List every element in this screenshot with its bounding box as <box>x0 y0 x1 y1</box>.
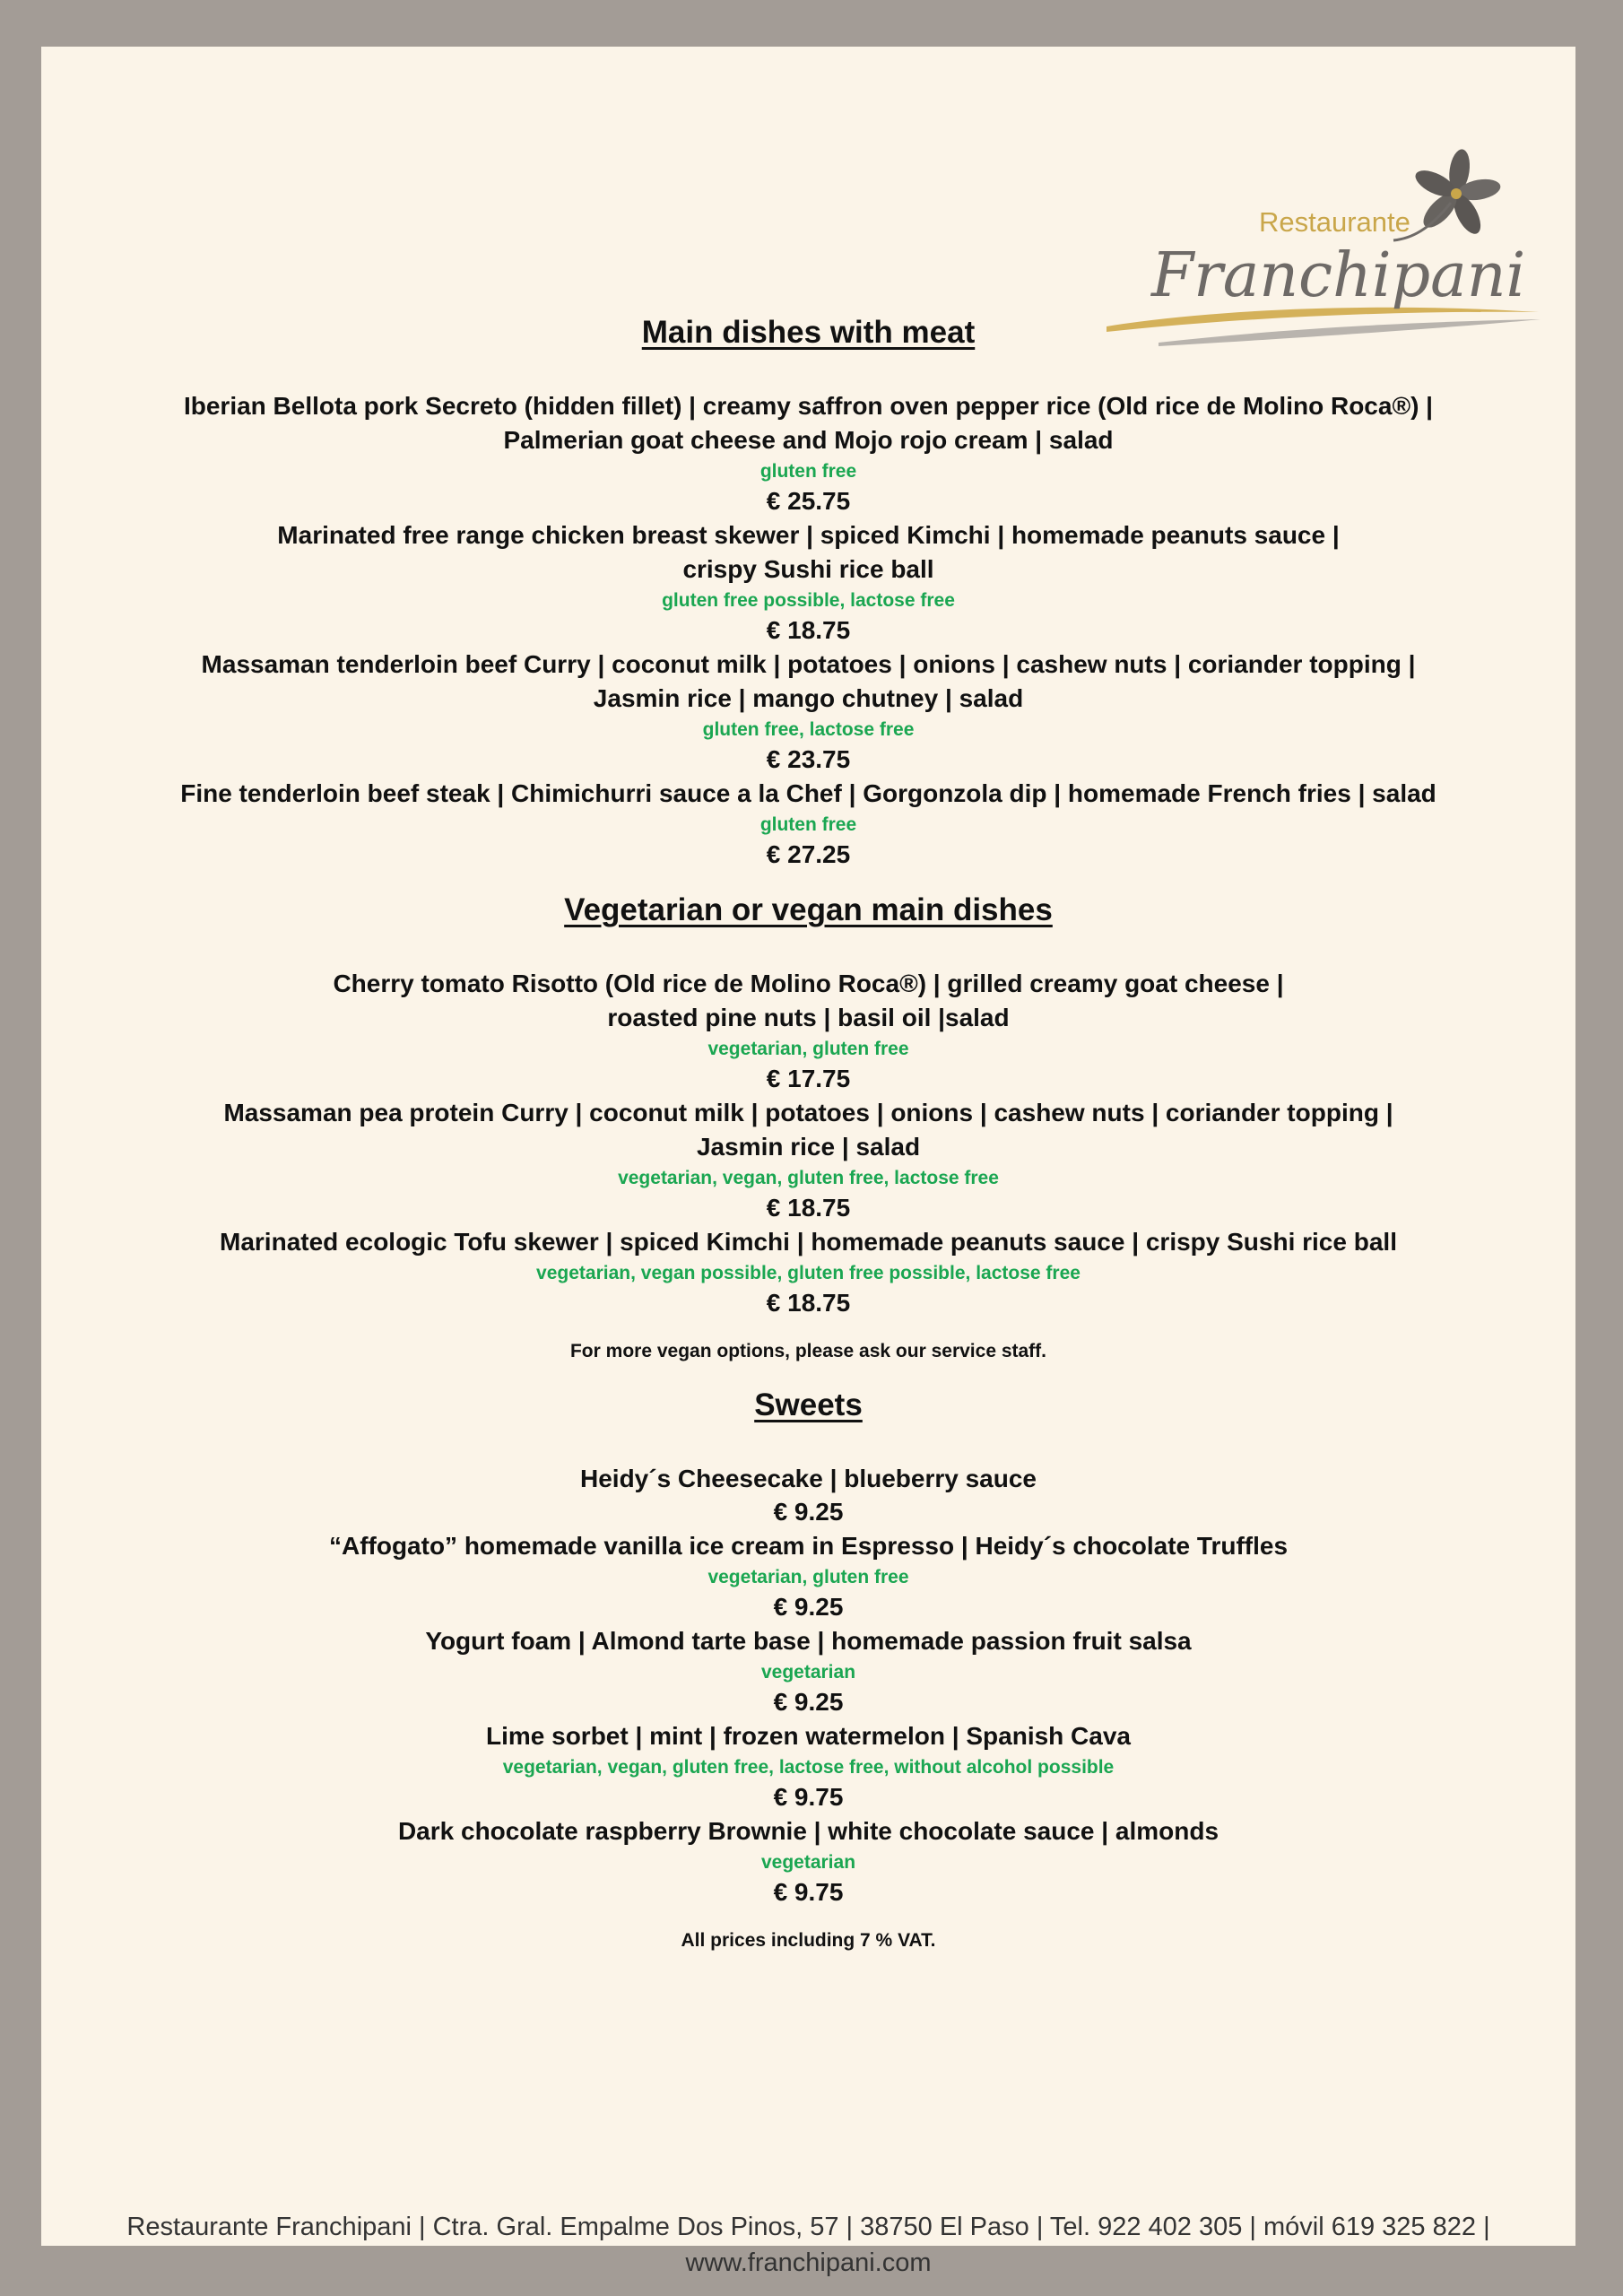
section-title: Vegetarian or vegan main dishes <box>564 892 1053 927</box>
dish-tags: vegetarian, vegan, gluten free, lactose free, without alcohol possible <box>502 1757 1115 1778</box>
menu-item <box>41 1719 1575 1813</box>
menu-item <box>41 1096 1575 1223</box>
dish-price: € 9.75 <box>773 1783 844 1811</box>
dish-tags: vegetarian, gluten free <box>707 1039 909 1059</box>
dish-name: roasted pine nuts | basil oil |salad <box>607 1004 1010 1031</box>
dish-name: Jasmin rice | mango chutney | salad <box>593 684 1024 712</box>
section-title: Main dishes with meat <box>641 315 976 350</box>
dish-name: Massaman tenderloin beef Curry | coconut milk | potatoes | onions | cashew nuts | coriander topping | <box>201 650 1416 678</box>
menu-content <box>41 47 1575 1954</box>
dish-tags: gluten free <box>759 814 857 835</box>
dish-name: Heidy´s Cheesecake | blueberry sauce <box>580 1465 1037 1492</box>
menu-item <box>41 1814 1575 1908</box>
dish-name: Cherry tomato Risotto (Old rice de Molino Roca®) | grilled creamy goat cheese | <box>333 970 1284 997</box>
logo-name-text: Franchipani <box>1151 240 1526 311</box>
section-note: All prices including 7 % VAT. <box>681 1930 936 1951</box>
menu-item <box>41 518 1575 646</box>
menu-item <box>41 1462 1575 1527</box>
dish-name: Palmerian goat cheese and Mojo rojo cream | salad <box>503 426 1114 454</box>
dish-tags: gluten free, lactose free <box>702 719 915 740</box>
dish-tags: vegetarian, vegan possible, gluten free possible, lactose free <box>536 1263 1081 1283</box>
dish-tags: gluten free <box>759 461 857 482</box>
dish-name: Fine tenderloin beef steak | Chimichurri sauce a la Chef | Gorgonzola dip | homemade French fries | salad <box>180 779 1436 807</box>
dish-name: Massaman pea protein Curry | coconut milk | potatoes | onions | cashew nuts | coriander topping | <box>223 1099 1393 1126</box>
dish-name: Dark chocolate raspberry Brownie | white chocolate sauce | almonds <box>397 1817 1219 1845</box>
dish-price: € 23.75 <box>766 745 851 773</box>
section-title: Sweets <box>754 1387 863 1422</box>
footer-contact: Restaurante Franchipani | Ctra. Gral. Empalme Dos Pinos, 57 | 38750 El Paso | Tel. 922 402 305 | móvil 619 325 822 | www.franchipani.com <box>126 2213 1490 2277</box>
dish-price: € 18.75 <box>766 1289 851 1317</box>
menu-item <box>41 389 1575 517</box>
dish-price: € 9.25 <box>773 1688 844 1716</box>
dish-price: € 9.75 <box>773 1878 844 1906</box>
dish-tags: vegetarian <box>760 1852 856 1873</box>
dish-tags: vegetarian, gluten free <box>707 1567 909 1587</box>
dish-price: € 25.75 <box>766 487 851 515</box>
logo-restaurante-text: Restaurante <box>1259 206 1410 238</box>
section-note: For more vegan options, please ask our service staff. <box>569 1341 1047 1361</box>
dish-price: € 27.25 <box>766 840 851 868</box>
dish-name: crispy Sushi rice ball <box>682 555 934 583</box>
dish-tags: vegetarian <box>760 1662 856 1683</box>
dish-tags: gluten free possible, lactose free <box>662 590 955 611</box>
dish-name: “Affogato” homemade vanilla ice cream in Espresso | Heidy´s chocolate Truffles <box>328 1532 1289 1560</box>
dish-name: Lime sorbet | mint | frozen watermelon | Spanish Cava <box>486 1722 1131 1750</box>
dish-name: Marinated free range chicken breast skewer | spiced Kimchi | homemade peanuts sauce | <box>277 521 1340 549</box>
dish-price: € 18.75 <box>766 616 851 644</box>
menu-item <box>41 1624 1575 1718</box>
dish-name: Jasmin rice | salad <box>696 1133 921 1161</box>
dish-price: € 18.75 <box>766 1194 851 1222</box>
section-items <box>41 1462 1575 1908</box>
dish-name: Yogurt foam | Almond tarte base | homemade passion fruit salsa <box>425 1627 1192 1655</box>
dish-name: Iberian Bellota pork Secreto (hidden fillet) | creamy saffron oven pepper rice (Old rice de Molino Roca®) | <box>183 392 1434 420</box>
menu-page <box>41 47 1575 2277</box>
menu-item <box>41 1225 1575 1318</box>
dish-price: € 9.25 <box>773 1498 844 1526</box>
menu-item <box>41 648 1575 775</box>
section-items <box>41 389 1575 870</box>
dish-name: Marinated ecologic Tofu skewer | spiced Kimchi | homemade peanuts sauce | crispy Sushi rice ball <box>220 1228 1397 1256</box>
section-items <box>41 967 1575 1318</box>
menu-item <box>41 777 1575 870</box>
menu-item <box>41 1529 1575 1622</box>
dish-tags: vegetarian, vegan, gluten free, lactose free <box>618 1168 999 1188</box>
dish-price: € 17.75 <box>766 1065 851 1092</box>
dish-price: € 9.25 <box>773 1593 844 1621</box>
menu-item <box>41 967 1575 1094</box>
